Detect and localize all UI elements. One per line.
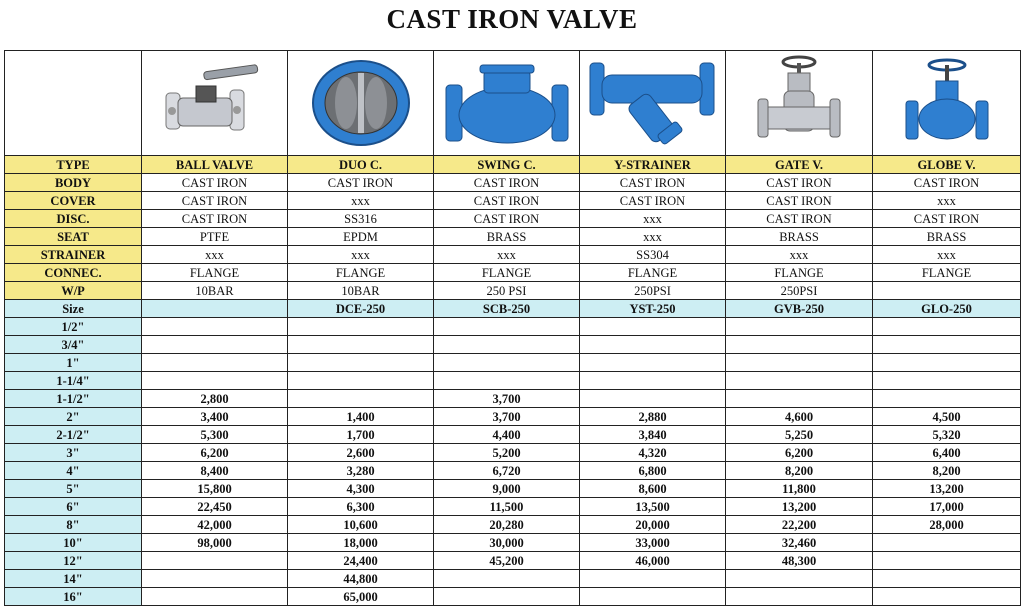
page-title: CAST IRON VALVE <box>386 4 638 34</box>
price-cell: 5,320 <box>873 426 1021 444</box>
size-label: 6" <box>5 498 142 516</box>
price-cell: 6,400 <box>873 444 1021 462</box>
price-cell: 45,200 <box>434 552 580 570</box>
price-cell <box>288 336 434 354</box>
size-label: 1/2" <box>5 318 142 336</box>
price-cell: 6,300 <box>288 498 434 516</box>
price-cell <box>873 552 1021 570</box>
price-cell: 4,320 <box>580 444 726 462</box>
spec-value: SS304 <box>580 246 726 264</box>
price-cell: 4,500 <box>873 408 1021 426</box>
spec-value: 10BAR <box>288 282 434 300</box>
price-cell <box>434 570 580 588</box>
price-cell <box>288 372 434 390</box>
price-cell <box>288 318 434 336</box>
price-cell <box>580 570 726 588</box>
spec-row-body <box>5 174 1021 192</box>
size-label: 8" <box>5 516 142 534</box>
spec-value: CAST IRON <box>434 174 580 192</box>
blank-corner-cell <box>5 51 142 156</box>
size-label: 5" <box>5 480 142 498</box>
model-code: DCE-250 <box>288 300 434 318</box>
size-label: 2" <box>5 408 142 426</box>
gate-valve-image-cell <box>726 51 873 156</box>
size-label: 12" <box>5 552 142 570</box>
price-cell: 8,400 <box>142 462 288 480</box>
price-cell: 9,000 <box>434 480 580 498</box>
size-label: 1-1/4" <box>5 372 142 390</box>
spec-value: 250PSI <box>580 282 726 300</box>
price-cell <box>434 336 580 354</box>
price-cell: 6,720 <box>434 462 580 480</box>
price-cell <box>434 354 580 372</box>
price-cell <box>580 390 726 408</box>
spec-value: CAST IRON <box>726 210 873 228</box>
price-row <box>5 480 1021 498</box>
spec-value: 250 PSI <box>434 282 580 300</box>
spec-value: FLANGE <box>142 264 288 282</box>
price-cell <box>142 570 288 588</box>
price-cell <box>142 318 288 336</box>
spec-value: xxx <box>580 228 726 246</box>
spec-value: xxx <box>288 246 434 264</box>
price-cell: 24,400 <box>288 552 434 570</box>
spec-value: xxx <box>288 192 434 210</box>
spec-label: DISC. <box>5 210 142 228</box>
price-cell <box>726 390 873 408</box>
price-row <box>5 552 1021 570</box>
price-cell: 4,300 <box>288 480 434 498</box>
price-cell <box>580 318 726 336</box>
spec-value: xxx <box>726 246 873 264</box>
size-header-row <box>5 300 1021 318</box>
price-row <box>5 534 1021 552</box>
price-cell: 17,000 <box>873 498 1021 516</box>
price-cell: 3,700 <box>434 408 580 426</box>
spec-value: CAST IRON <box>142 174 288 192</box>
size-label: 10" <box>5 534 142 552</box>
price-row <box>5 390 1021 408</box>
valve-type-header: BALL VALVE <box>142 156 288 174</box>
price-cell <box>726 318 873 336</box>
spec-value: CAST IRON <box>726 174 873 192</box>
model-code: YST-250 <box>580 300 726 318</box>
price-row <box>5 372 1021 390</box>
price-cell: 18,000 <box>288 534 434 552</box>
size-label: 1-1/2" <box>5 390 142 408</box>
y-strainer-image-cell <box>580 51 726 156</box>
valve-type-header: GATE V. <box>726 156 873 174</box>
ball-valve-icon <box>160 58 270 148</box>
price-cell: 8,200 <box>873 462 1021 480</box>
ball-valve-image-cell <box>142 51 288 156</box>
valve-type-header: DUO C. <box>288 156 434 174</box>
price-row <box>5 570 1021 588</box>
duo-check-valve-image-cell <box>288 51 434 156</box>
spec-label: CONNEC. <box>5 264 142 282</box>
spec-value <box>873 282 1021 300</box>
price-cell: 8,200 <box>726 462 873 480</box>
price-cell <box>580 354 726 372</box>
price-cell <box>873 354 1021 372</box>
price-cell: 20,000 <box>580 516 726 534</box>
spec-row-cover <box>5 192 1021 210</box>
size-header-label: Size <box>5 300 142 318</box>
spec-value: CAST IRON <box>288 174 434 192</box>
spec-value: BRASS <box>726 228 873 246</box>
price-cell <box>580 336 726 354</box>
spec-row-wp <box>5 282 1021 300</box>
price-cell: 5,250 <box>726 426 873 444</box>
price-cell: 22,450 <box>142 498 288 516</box>
price-row <box>5 444 1021 462</box>
price-row <box>5 588 1021 606</box>
valve-price-table <box>4 50 1021 606</box>
price-row <box>5 426 1021 444</box>
price-cell: 20,280 <box>434 516 580 534</box>
price-cell <box>288 354 434 372</box>
size-label: 2-1/2" <box>5 426 142 444</box>
price-cell: 1,400 <box>288 408 434 426</box>
price-cell: 5,300 <box>142 426 288 444</box>
price-cell: 11,500 <box>434 498 580 516</box>
spec-value: FLANGE <box>873 264 1021 282</box>
model-code: GVB-250 <box>726 300 873 318</box>
price-cell: 3,400 <box>142 408 288 426</box>
price-cell: 65,000 <box>288 588 434 606</box>
model-code: SCB-250 <box>434 300 580 318</box>
price-cell <box>726 570 873 588</box>
duo-check-valve-icon <box>306 58 416 148</box>
size-label: 1" <box>5 354 142 372</box>
spec-value: CAST IRON <box>580 174 726 192</box>
spec-value: FLANGE <box>726 264 873 282</box>
spec-value: CAST IRON <box>580 192 726 210</box>
spec-value: xxx <box>434 246 580 264</box>
price-row <box>5 336 1021 354</box>
price-cell: 13,500 <box>580 498 726 516</box>
spec-value: CAST IRON <box>434 210 580 228</box>
spec-value: EPDM <box>288 228 434 246</box>
spec-value: xxx <box>873 192 1021 210</box>
price-cell: 13,200 <box>873 480 1021 498</box>
spec-value: FLANGE <box>580 264 726 282</box>
spec-label: SEAT <box>5 228 142 246</box>
y-strainer-icon <box>588 55 718 151</box>
spec-row-strainer <box>5 246 1021 264</box>
price-cell: 28,000 <box>873 516 1021 534</box>
spec-value: 10BAR <box>142 282 288 300</box>
spec-value: 250PSI <box>726 282 873 300</box>
valve-type-header: SWING C. <box>434 156 580 174</box>
gate-valve-icon <box>744 55 854 151</box>
price-cell <box>434 588 580 606</box>
price-cell <box>726 336 873 354</box>
spec-label: W/P <box>5 282 142 300</box>
spec-value: xxx <box>142 246 288 264</box>
price-cell: 3,840 <box>580 426 726 444</box>
image-row <box>5 51 1021 156</box>
price-cell: 46,000 <box>580 552 726 570</box>
price-cell <box>873 534 1021 552</box>
price-row <box>5 318 1021 336</box>
spec-value: FLANGE <box>288 264 434 282</box>
price-cell: 2,880 <box>580 408 726 426</box>
price-cell: 98,000 <box>142 534 288 552</box>
price-cell: 2,600 <box>288 444 434 462</box>
price-cell: 3,280 <box>288 462 434 480</box>
price-cell <box>726 354 873 372</box>
price-cell: 32,460 <box>726 534 873 552</box>
price-row <box>5 462 1021 480</box>
price-cell: 1,700 <box>288 426 434 444</box>
price-cell: 5,200 <box>434 444 580 462</box>
price-cell: 48,300 <box>726 552 873 570</box>
price-cell: 6,200 <box>142 444 288 462</box>
price-cell: 15,800 <box>142 480 288 498</box>
model-code: GLO-250 <box>873 300 1021 318</box>
price-cell: 6,800 <box>580 462 726 480</box>
size-label: 14" <box>5 570 142 588</box>
spec-value: PTFE <box>142 228 288 246</box>
price-cell <box>726 372 873 390</box>
price-cell: 42,000 <box>142 516 288 534</box>
price-cell: 13,200 <box>726 498 873 516</box>
spec-value: xxx <box>580 210 726 228</box>
price-cell <box>580 588 726 606</box>
price-cell: 44,800 <box>288 570 434 588</box>
spec-label: COVER <box>5 192 142 210</box>
price-cell <box>142 372 288 390</box>
price-cell <box>873 318 1021 336</box>
price-cell: 8,600 <box>580 480 726 498</box>
price-cell: 11,800 <box>726 480 873 498</box>
spec-value: CAST IRON <box>142 192 288 210</box>
price-cell <box>434 372 580 390</box>
valve-type-header: GLOBE V. <box>873 156 1021 174</box>
price-cell <box>873 336 1021 354</box>
price-cell <box>873 390 1021 408</box>
size-label: 3/4" <box>5 336 142 354</box>
price-row <box>5 498 1021 516</box>
price-cell <box>580 372 726 390</box>
price-cell <box>873 372 1021 390</box>
price-cell: 6,200 <box>726 444 873 462</box>
price-cell <box>142 552 288 570</box>
price-cell: 22,200 <box>726 516 873 534</box>
price-cell <box>726 588 873 606</box>
price-cell: 4,600 <box>726 408 873 426</box>
spec-value: FLANGE <box>434 264 580 282</box>
price-cell: 4,400 <box>434 426 580 444</box>
spec-value: BRASS <box>434 228 580 246</box>
spec-value: xxx <box>873 246 1021 264</box>
price-cell: 2,800 <box>142 390 288 408</box>
price-cell <box>142 354 288 372</box>
spec-value: CAST IRON <box>142 210 288 228</box>
price-cell <box>288 390 434 408</box>
spec-row-seat <box>5 228 1021 246</box>
price-cell <box>873 588 1021 606</box>
price-row <box>5 516 1021 534</box>
price-cell: 33,000 <box>580 534 726 552</box>
spec-value: CAST IRON <box>873 210 1021 228</box>
spec-value: SS316 <box>288 210 434 228</box>
price-cell <box>434 318 580 336</box>
spec-row-type <box>5 156 1021 174</box>
price-row <box>5 354 1021 372</box>
swing-check-valve-image-cell <box>434 51 580 156</box>
price-cell: 30,000 <box>434 534 580 552</box>
price-row <box>5 408 1021 426</box>
price-cell: 3,700 <box>434 390 580 408</box>
price-cell <box>142 336 288 354</box>
spec-value: CAST IRON <box>873 174 1021 192</box>
swing-check-valve-icon <box>442 57 572 149</box>
globe-valve-icon <box>892 55 1002 151</box>
size-label: 4" <box>5 462 142 480</box>
spec-row-connec <box>5 264 1021 282</box>
globe-valve-image-cell <box>873 51 1021 156</box>
spec-value: BRASS <box>873 228 1021 246</box>
spec-row-disc <box>5 210 1021 228</box>
valve-type-header: Y-STRAINER <box>580 156 726 174</box>
price-cell <box>142 588 288 606</box>
spec-label: TYPE <box>5 156 142 174</box>
size-label: 16" <box>5 588 142 606</box>
spec-label: STRAINER <box>5 246 142 264</box>
spec-value: CAST IRON <box>726 192 873 210</box>
spec-label: BODY <box>5 174 142 192</box>
price-cell <box>873 570 1021 588</box>
spec-value: CAST IRON <box>434 192 580 210</box>
price-cell: 10,600 <box>288 516 434 534</box>
model-code <box>142 300 288 318</box>
size-label: 3" <box>5 444 142 462</box>
